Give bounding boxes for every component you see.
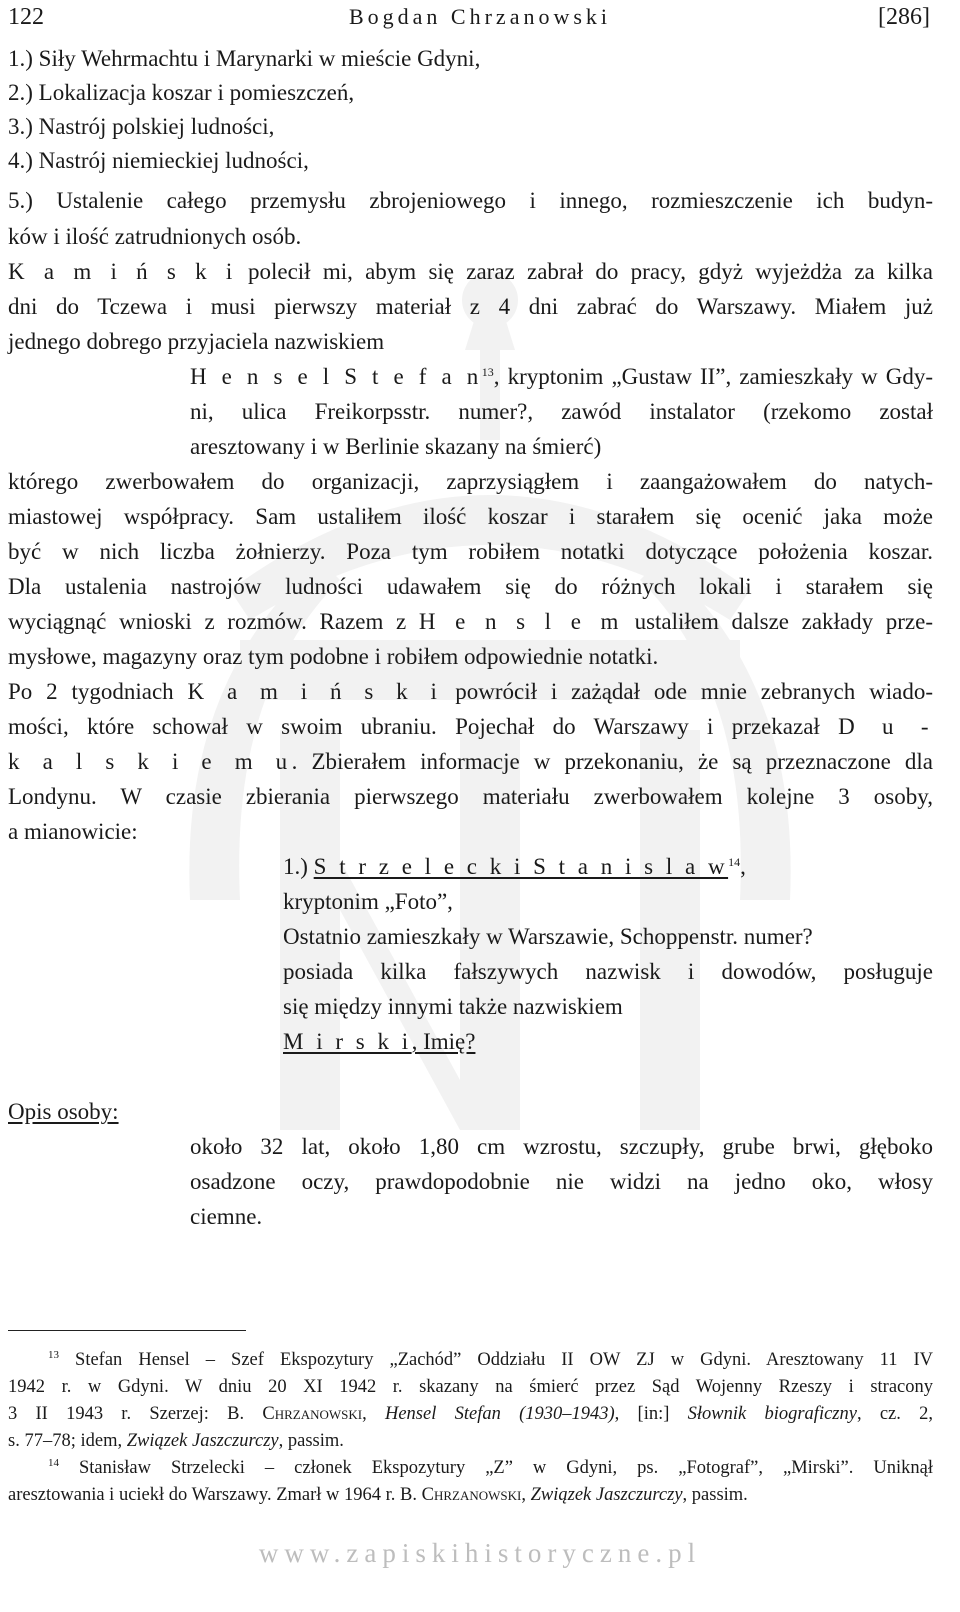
section-label: Opis osoby: xyxy=(8,1099,119,1124)
list-item: 4.) Nastrój niemieckiej ludności, xyxy=(8,148,309,173)
paragraph-line: mysłowe, magazyny oraz tym podobne i robiłem odpowiednie notatki. xyxy=(8,644,659,669)
indented-line: się między innymi także nazwiskiem xyxy=(283,994,623,1019)
indented-line: H e n s e l S t e f a $n^{13}$, kryptonim „Gustaw II”, zamieszkały w Gdy- xyxy=(190,364,933,389)
description-line: osadzone oczy, prawdopodobnie nie widzi na jedno oko, włosy xyxy=(190,1169,933,1194)
indented-line: 1.) S t r z e l e c k i S t a n i s l a $w^{14}$, xyxy=(283,854,746,879)
name-hensel-stefan: H e n s e l S t e f a n xyxy=(190,364,482,389)
name-kaminski: K a m i ń s k i xyxy=(8,259,236,284)
paragraph-line: jednego dobrego przyjaciela nazwiskiem xyxy=(8,329,385,354)
list-item: ków i ilość zatrudnionych osób. xyxy=(8,224,302,249)
paragraph-line: K a m i ń s k i polecił mi, abym się zaraz zabrał do pracy, gdyż wyjeżdża za kilka xyxy=(8,259,933,284)
footnote-separator xyxy=(8,1330,246,1331)
paragraph-line: a mianowicie: xyxy=(8,819,138,844)
paragraph-line: mości, które schował w swoim ubraniu. Pojechał do Warszawy i przekazał D u - xyxy=(8,714,933,739)
footnote-13-line: s. 77–78; idem, Związek Jaszczurczy, passim. xyxy=(8,1431,344,1451)
footnote-13: $^{13}$ Stefan Hensel – Szef Ekspozytury „Zachód” Oddziału II OW ZJ w Gdyni. Aresztowany 11 IV xyxy=(48,1349,933,1370)
list-item: 1.) Siły Wehrmachtu i Marynarki w mieście Gdyni, xyxy=(8,46,481,71)
indented-line: kryptonim „Foto”, xyxy=(283,889,453,914)
footnote-14-line: aresztowania i uciekł do Warszawy. Zmarł w 1964 r. B. Chrzanowski, Związek Jaszczurczy, passim. xyxy=(8,1485,748,1505)
footnote-13-line: 3 II 1943 r. Szerzej: B. Chrzanowski, Hensel Stefan (1930–1943), [in:] Słownik biograficzny, cz. 2, xyxy=(8,1404,934,1424)
description-line: ciemne. xyxy=(190,1204,263,1229)
footnote-13-line: 1942 r. w Gdyni. W dniu 20 XI 1942 r. skazany na śmierć przez Sąd Wojenny Rzeszy i stracony xyxy=(8,1377,933,1397)
indented-line: Ostatnio zamieszkały w Warszawie, Schoppenstr. numer? xyxy=(283,924,813,949)
paragraph-line: Dla ustalenia nastrojów ludności udawałem się do różnych lokali i starałem się xyxy=(8,574,933,599)
name-dukalski: k a l s k i e m u xyxy=(8,749,292,774)
indented-line: ni, ulica Freikorpsstr. numer?, zawód instalator (rzekomo został xyxy=(190,399,933,424)
footnote-ref-14: 14 xyxy=(728,855,741,869)
indented-line: M i r s k i, Imię? xyxy=(283,1029,476,1054)
page-reference: [286] xyxy=(878,4,930,30)
indented-line: aresztowany i w Berlinie skazany na śmierć) xyxy=(190,434,602,459)
paragraph-line: Po 2 tygodniach K a m i ń s k i powrócił i zażądał ode mnie zebranych wiado- xyxy=(8,679,933,704)
description-line: około 32 lat, około 1,80 cm wzrostu, szczupły, grube brwi, głęboko xyxy=(190,1134,933,1159)
running-header-author: Bogdan Chrzanowski xyxy=(348,4,612,29)
name-strzelecki: S t r z e l e c k i S t a n i s l a w xyxy=(313,854,729,879)
paragraph-line: dni do Tczewa i musi pierwszy materiał z 4 dni zabrać do Warszawy. Miałem już xyxy=(8,294,933,319)
paragraph-line: miastowej współpracy. Sam ustaliłem ilość koszar i starałem się ocenić jaka może xyxy=(8,504,933,529)
name-kaminski: K a m i ń s k i xyxy=(187,679,442,704)
name-mirski: M i r s k i xyxy=(283,1029,412,1054)
list-item: 2.) Lokalizacja koszar i pomieszczeń, xyxy=(8,80,355,105)
list-item: 3.) Nastrój polskiej ludności, xyxy=(8,114,275,139)
paragraph-line: wyciągnąć wnioski z rozmów. Razem z H e n s l e m ustaliłem dalsze zakłady prze- xyxy=(8,609,934,634)
paragraph-line: być w nich liczba żołnierzy. Poza tym robiłem notatki dotyczące położenia koszar. xyxy=(8,539,933,564)
list-item: 5.) Ustalenie całego przemysłu zbrojeniowego i innego, rozmieszczenie ich budyn- xyxy=(8,188,933,213)
footnote-14: $^{14}$ Stanisław Strzelecki – członek Ekspozytury „Z” w Gdyni, ps. „Fotograf”, „Mirski”. Uniknął xyxy=(48,1457,933,1478)
name-hensle: H e n s l e m xyxy=(418,609,622,634)
paragraph-line: Londynu. W czasie zbierania pierwszego materiału zwerbowałem kolejne 3 osoby, xyxy=(8,784,933,809)
footnote-ref-13: 13 xyxy=(481,365,494,379)
footer-website-url: www.zapiskihistoryczne.pl xyxy=(258,1538,702,1568)
name-dukalski: D u - xyxy=(838,714,933,739)
page-number: 122 xyxy=(8,4,44,30)
indented-line: posiada kilka fałszywych nazwisk i dowodów, posługuje xyxy=(283,959,933,984)
paragraph-line: k a l s k i e m u. Zbierałem informacje w przekonaniu, że są przeznaczone dla xyxy=(8,749,933,774)
paragraph-line: którego zwerbowałem do organizacji, zaprzysiągłem i zaangażowałem do natych- xyxy=(8,469,933,494)
